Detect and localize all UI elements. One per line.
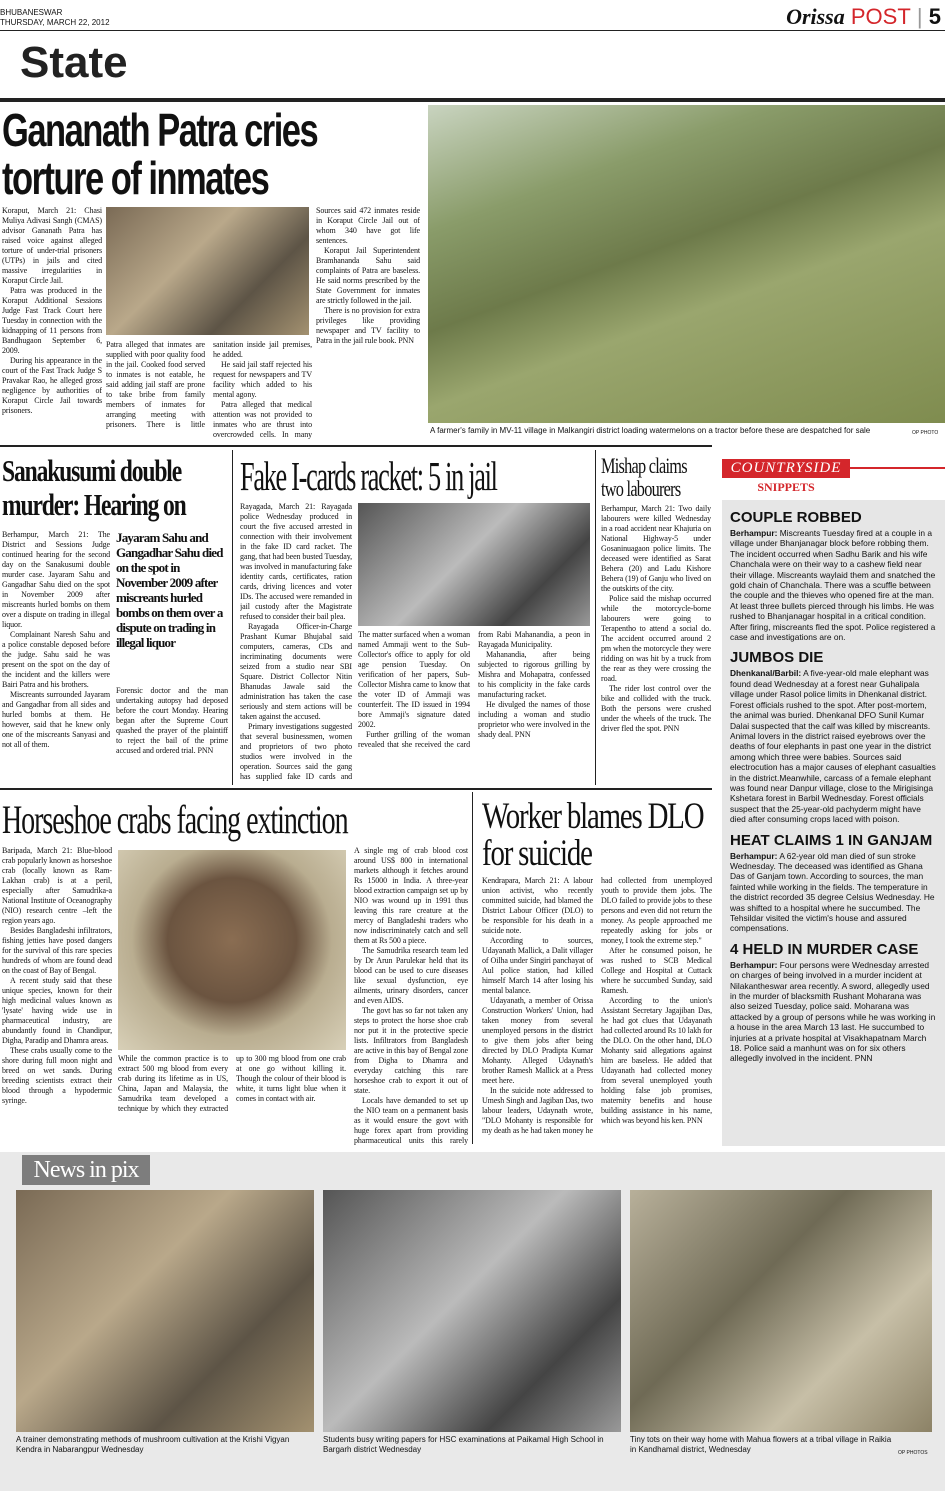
lead-headline: Gananath Patra cries torture of inmates xyxy=(2,104,318,204)
divider xyxy=(850,467,945,469)
sanakusumi-headline: Sanakusumi double murder: Hearing on xyxy=(2,453,186,522)
logo-orissa: Orissa xyxy=(786,4,845,29)
icards-headline: Fake I-cards racket: 5 in jail xyxy=(240,453,497,499)
horseshoe-crab-photo xyxy=(118,850,346,1050)
snippet-title: COUPLE ROBBED xyxy=(730,509,862,526)
lead-col-3: Sources said 472 inmates reside in Koraput Circle Jail out of whom 340 have got life sentences. Koraput Jail Superintendent Bramhananda Sahu said complaints of Patra are baseless. He said norms prescribed by the State Government for inmates are strictly followed in the jail. There is no provision for extra privileges like providing newspaper and TV facility to Patra in the jail rule book. PNN xyxy=(316,206,420,345)
sanakusumi-col-2: Forensic doctor and the man undertaking autopsy had deposed before the court Monday. Hearing began after the Supreme Court quashed the prayer of the plaintiff to reject the bail of the prime accused and ordered trial. PNN xyxy=(116,686,228,755)
mishap-headline: Mishap claims two labourers xyxy=(601,453,687,501)
masthead-date: THURSDAY, MARCH 22, 2012 xyxy=(0,18,110,27)
masthead-logo xyxy=(786,4,941,30)
snippet-title: 4 HELD IN MURDER CASE xyxy=(730,940,919,958)
lead-col-2: Patra alleged that inmates are supplied with poor quality food in the jail. Cooked food served to inmates is not eatable, he said adding jail staff are prone to take bribe from family members of inmates for arranging meeting with prisoners. There is little sanitation inside jail premises, he added. He said jail staff rejected his request for newspapers and TV facility which added to his mental agony. Patra alleged that medical attention was not provided to inmates who are thrust into overcrowded cells. In many xyxy=(106,340,312,439)
crabs-col-1: Baripada, March 21: Blue-blood crab popularly known as horseshoe crab (locally known as Ram-Lakhan crab) is at a peril, especially after Samudrika-a National Institute of Oceanography (NIO) research centre –left the region years ago. Besides Bangladeshi infiltrators, fishing jetties have posed dangers for the survival of this rare species hundreds of whom are found dead on the coast of Bay of Bengal. A recent study said that these unique species, known for their high medicinal values known as 'lysate' having wide use in pharmaceutical industry, are abundantly found in Chandipur, Digha, Paradip and Dhamra areas. These crabs usually come to the shore during full moon night and breed on wet sands. During breeding scientists extract their blood through a hypodermic syringe. xyxy=(2,846,112,1105)
divider xyxy=(0,98,945,102)
watermelon-photo xyxy=(428,105,945,423)
worker-headline: Worker blames DLO for suicide xyxy=(482,796,704,874)
sidebar-title: COUNTRYSIDE xyxy=(722,459,850,478)
crabs-col-2: While the common practice is to extract 500 mg blood from every crab during its lifetime as in US, China, Japan and Malaysia, the Samudrika team developed a technique by which they extracted up to 300 mg blood from one crab at one go without killing it. Though the colour of their blood is white, it turns light blue when it comes in contact with air. xyxy=(118,1054,346,1113)
pix-caption: Tiny tots on their way home with Mahua flowers at a tribal village in Raikia in Kandhamal district, Wednesday xyxy=(630,1435,892,1454)
snippet-text: Berhampur: A 62-year old man died of sun stroke Wednesday. The deceased was identified as Ghana Das of Ganjam town. According to sources, the man fainted while working in the fields. The temperature in the district recorded 35 degree Celsius Wednesday. He was shifted to a hospital where he succumbed. The Tehsildar visited the victim's house and assured compensations. xyxy=(730,850,935,934)
divider xyxy=(472,792,473,1144)
watermelon-caption: A farmer's family in MV-11 village in Malkangiri district loading watermelons on a tractor before these are despatched for sale xyxy=(430,426,871,435)
sanakusumi-col-1: Berhampur, March 21: The District and Sessions Judge continued hearing for the second day on the Sanakusumi double murder case. Jayaram Sahu and Gangadhar Sahu died on the spot in November 2009 after miscreants hurled bombs on them over a dispute on trading in illegal liquor. Complainant Naresh Sahu and a police constable deposed before the judge. Sahu said he was present on the spot on the day of the incident and the killers were Bairi Patra and his brothers. Miscreants surrounded Jayaram and Gangadhar from all sides and hurled bombs at them. He however, said that he knew only one of the miscreants Sanyasi and not all of them. xyxy=(2,530,110,749)
icards-photo xyxy=(358,503,590,626)
logo-post: POST xyxy=(850,4,911,29)
dateline-block xyxy=(0,8,110,28)
divider xyxy=(0,788,712,790)
crabs-headline: Horseshoe crabs facing extinction xyxy=(2,797,348,842)
pix-caption: A trainer demonstrating methods of mushroom cultivation at the Krishi Vigyan Kendra in Nabarangpur Wednesday xyxy=(16,1435,290,1454)
divider xyxy=(0,30,945,31)
countryside-snippets xyxy=(722,500,945,1146)
divider xyxy=(232,450,233,785)
lead-col-1: Koraput, March 21: Chasi Muliya Adivasi Sangh (CMAS) advisor Gananath Patra has raised voice against alleged torture of under-trial prisoners (UTPs) in jails and cited massive irregularities in Koraput Circle Jail. Patra was produced in the Koraput Additional Sessions Judge Fast Track Court here Tuesday in connection with the kidnapping of 11 persons from Bandhugaon September 6, 2009. During his appearance in the court of the Fast Track Judge S Pravakar Rao, he alleged gross negligence by authorities of Koraput Circle Jail towards prisoners. xyxy=(2,206,102,415)
pix-title: News in pix xyxy=(22,1155,150,1185)
mishap-body: Berhampur, March 21: Two daily labourers were killed Wednesday in a road accident near Khajuria on National Highway-5 under Gosaninuagaon police limits. The deceased were identified as Sarat Behera (20) and Ladu Kishore Behera (19) of Ganju who lived on the outskirts of the city. Police said the mishap occurred while the motorcycle-borne labourers were going to Terapentho to attend a social do. The accident occurred around 2 pm when the motorcycle they were ridding on was hit by a truck from the rear as they were crossing the road. The rider lost control over the bike and collided with the truck. Both the persons were crushed under the wheels of the truck. The driver fled the spot. PNN xyxy=(601,504,711,733)
section-title: State xyxy=(20,38,128,87)
photo-credit: OP PHOTO xyxy=(912,430,939,436)
separator: | xyxy=(916,4,923,29)
pull-quote: Jayaram Sahu and Gangadhar Sahu died on the spot in November 2009 after miscreants hurled bombs on them over a dispute on trading in illegal liquor xyxy=(116,530,223,650)
exam-photo xyxy=(323,1190,621,1432)
snippet-text: Berhampur: Miscreants Tuesday fired at a couple in a village under Bhanjanagar block before robbing them. The incident occurred when Sadhu Barik and his wife Chanchala were on their way to a cashew field near their village. Miscreants waylaid them and snatched the gold chain of Chanchala. There was a scuffle between the couple and the thieves who opened fire at the man. At least three bullets pierced through his limbs. He was rushed to Bhanjanagar hospital in a critical condition. After firing, miscreants fled the spot. Police registered a case and investigations are on. xyxy=(730,528,936,643)
snippet-text: Dhenkanal/Barbil: A five-year-old male elephant was found dead Wednesday at a forest near Guhalipala village under Rasol police limits in Dhenkanal district. Forest officials rushed to the spot. After post-mortem, the animal was buried. Dhenkanal DFO Sunil Kumar Dalai suspected that the calf was killed by miscreants. Animal lovers in the district raised eyebrows over the deaths of four elephants in past one year in the district among which three were babies. Sources said electrocution has a major causes of elephant casualties in the district.Meanwhile, carcass of a female elephant was found near Danpur village, close to the Mirigisinga Kshetara forest in Barbil Wednesday. Forest officials suspect that the 25-year-old pachyderm might have died after consuming crops laced with poison. xyxy=(730,668,936,825)
icards-col-1: Rayagada, March 21: Rayagada police Wednesday produced in court the five accused arrested in connection with their involvement in the fake ID card racket. The gang, that had been busted Tuesday, was involved in manufacturing fake identity cards, certificates, ration cards, driving licences and voter IDs. The accused were remanded in jail custody after the Magistrate refused to consider their bail plea. Rayagada Officer-in-Charge Prashant Kumar Bhujabal said computers, cameras, CDs and incriminating documents were seized from a studio near SBI Square. District Collector Nitin Bhanudas Jawale said the administration has taken the case seriously and stern actions will be taken against the accused. Primary investigations suggested that several businessmen, women and proprietors of two photo studios were involved in the operation. Sources said the gang has supplied fake ID cards and xyxy=(240,502,352,781)
sidebar-subtitle: SNIPPETS xyxy=(757,480,815,494)
divider xyxy=(0,445,712,447)
icards-col-2: The matter surfaced when a woman named Ammaji went to the Sub-Collector's office to apply for old age pension Tuesday. On verification of her papers, Sub-Collector Mishra came to know that the voter ID of Ammaji was counterfeit. The ID issued in 1994 bore Ammaji's signature dated 2002. Further grilling of the woman revealed that she received the card from Rabi Mahanandia, a peon in Rayagada Municipality. Mahanandia, after being subjected to rigorous grilling by Mishra and Mohapatra, confessed to his complicity in the fake cards manufacturing racket. He divulged the names of those including a woman and studio proprietor who were involved in the shady deal. PNN xyxy=(358,630,590,749)
photo-credit: OP PHOTOS xyxy=(898,1450,928,1456)
snippet-text: Berhampur: Four persons were Wednesday arrested on charges of being involved in a murder incident at Nilakantheswar area recently. A sword, allegedly used in the murder of blacksmith Rushant Moharana was also seized Tuesday, police said. Moharana was attacked by a group of persons while he was working in a house in the area March 13 last. He succumbed to injuries at a private hospital at Visakhapatnam March 18. Police said a manhunt was on for six others allegedly involved in the incident. PNN xyxy=(730,959,936,1064)
patra-photo xyxy=(106,207,309,335)
worker-body: Kendrapara, March 21: A labour union activist, who recently committed suicide, had blamed the District Labour Officer (DLO) to be responsible for his death in a suicide note. According to sources, Udayanath Mallick, a Dalit villager of Oilha under Singiri panchayat of Aul police station, had killed himself March 14 after losing his mental balance. Udayanath, a member of Orissa Construction Workers' Union, had taken money from several unemployed persons in the district to give them jobs after being directed by DLO Pradipta Kumar Mohanty. Alleged Udaynath's brother Ramesh Mallick at a Press meet here. In the suicide note addressed to Umesh Singh and Jagiban Das, two labour leaders, Udaynath wrote, "DLO Mohanty is responsible for my death as he had taken money he had collected from unemployed youth to provide them jobs. The DLO failed to provide jobs to these persons and even did not return the money. As people approached me repeatedly asking for jobs or money, I took the extreme step." After he consumed poison, he was rushed to SCB Medical College and Hospital at Cuttack where he succumbed Sunday, said Ramesh. According to the union's Assistant Secretary Jagajiban Das, he had got clues that Udayanath had collected around Rs 10 lakh for the DLO. On the other hand, DLO Mohanty said allegations against him are baseless. He added that Udayanath had collected money from several unemployed youth holding false job promises, maternity benefits and house building assistance in his name, which was beyond his ken. PNN xyxy=(482,876,712,1135)
snippet-title: HEAT CLAIMS 1 IN GANJAM xyxy=(730,831,933,849)
divider xyxy=(595,450,596,785)
mahua-photo xyxy=(630,1190,932,1432)
pix-caption: Students busy writing papers for HSC examinations at Paikamal High School in Bargarh district Wednesday xyxy=(323,1435,604,1454)
page-number: 5 xyxy=(928,4,941,29)
crabs-col-3: A single mg of crab blood cost around US$ 800 in international markets although it fetches around Rs 15000 in India. A three-year blood extraction campaign set up by NIO was wound up in 1991 thus leaving this rare creature at the mercy of Bangladeshi traders who now indiscriminately catch and sell them at Rs 500 a piece. The Samudrika research team led by Dr Arun Parulekar held that its blood can be used to cure diseases like sexual dysfunction, eye ailments, urinary disorders, cancer and even AIDS. The govt has so far not taken any steps to protect the horse shoe crab nor put it in the protective specie lists. Infiltrators from Bangladesh are active in this bay of Bengal zone from Digha to Dhamra and everyday catching this rare horseshoe crab to export it out of state. Locals have demanded to set up the NIO team on a permanent basis as it would ensure the govt with huge forex apart from providing pharmaceutical units this rarely xyxy=(354,846,468,1145)
masthead-city: BHUBANESWAR xyxy=(0,8,63,17)
mushroom-photo xyxy=(16,1190,314,1432)
snippet-title: JUMBOS DIE xyxy=(730,649,824,667)
